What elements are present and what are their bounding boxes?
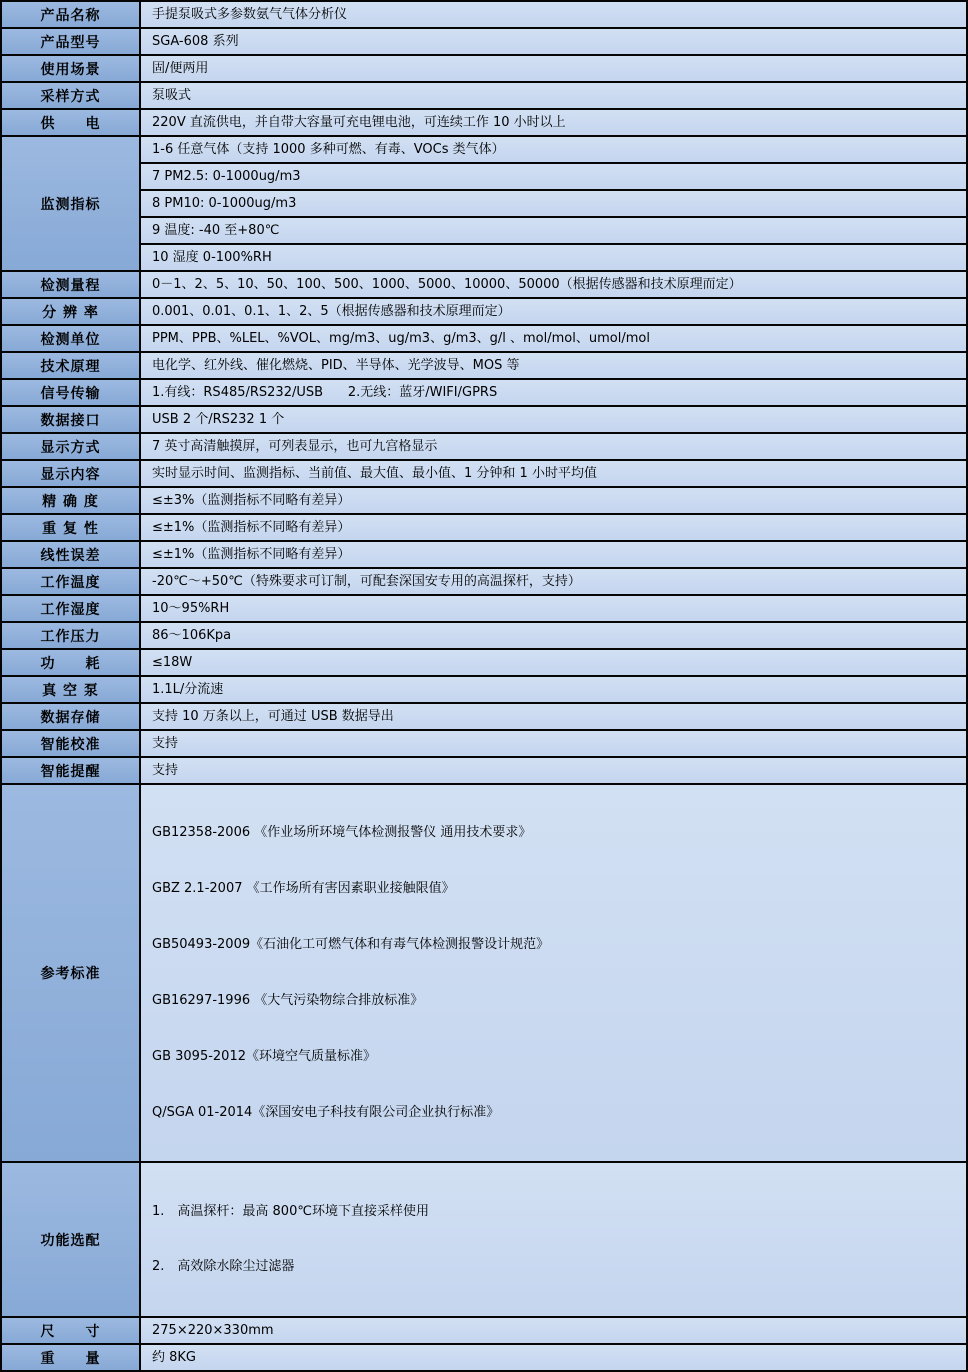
spec-value: 实时显示时间、监测指标、当前值、最大值、最小值、1 分钟和 1 小时平均值	[140, 460, 967, 487]
spec-label: 工作温度	[1, 568, 140, 595]
spec-label: 智能校准	[1, 730, 140, 757]
spec-value: 约 8KG	[140, 1344, 967, 1371]
row-data-storage	[1, 703, 967, 730]
spec-label: 数据存储	[1, 703, 140, 730]
row-monitoring-indicator-5	[1, 244, 967, 271]
row-monitoring-indicator-2	[1, 163, 967, 190]
row-monitoring-indicator-3	[1, 190, 967, 217]
row-monitoring-indicator-1	[1, 136, 967, 163]
row-working-pressure	[1, 622, 967, 649]
spec-value: ≤18W	[140, 649, 967, 676]
row-optional-features	[1, 1162, 967, 1317]
spec-label: 智能提醒	[1, 757, 140, 784]
spec-label: 显示方式	[1, 433, 140, 460]
spec-value: 手提泵吸式多参数氨气气体分析仪	[140, 1, 967, 28]
spec-value: PPM、PPB、%LEL、%VOL、mg/m3、ug/m3、g/m3、g/l 、mol/mol、umol/mol	[140, 325, 967, 352]
spec-value: ≤±3%（监测指标不同略有差异）	[140, 487, 967, 514]
spec-label: 供 电	[1, 109, 140, 136]
spec-value: 电化学、红外线、催化燃烧、PID、半导体、光学波导、MOS 等	[140, 352, 967, 379]
spec-label: 信号传输	[1, 379, 140, 406]
spec-label: 功能选配	[1, 1162, 140, 1317]
row-weight	[1, 1344, 967, 1371]
spec-value: 0－1、2、5、10、50、100、500、1000、5000、10000、50000（根据传感器和技术原理而定）	[140, 271, 967, 298]
row-data-interface	[1, 406, 967, 433]
spec-label: 尺 寸	[1, 1317, 140, 1344]
row-technical-principle	[1, 352, 967, 379]
spec-value: 1-6 任意气体（支持 1000 多种可燃、有毒、VOCs 类气体）	[140, 136, 967, 163]
spec-label: 使用场景	[1, 55, 140, 82]
row-repeatability	[1, 514, 967, 541]
spec-label: 重 量	[1, 1344, 140, 1371]
row-detection-unit	[1, 325, 967, 352]
spec-value: 支持	[140, 757, 967, 784]
spec-label: 工作压力	[1, 622, 140, 649]
reference-standard-line: GB 3095-2012《环境空气质量标准》	[152, 1048, 376, 1064]
row-display-content	[1, 460, 967, 487]
spec-value: SGA-608 系列	[140, 28, 967, 55]
reference-standard-line: GB12358-2006 《作业场所环境气体检测报警仪 通用技术要求》	[152, 825, 532, 841]
spec-value: 275×220×330mm	[140, 1317, 967, 1344]
row-usage-scenario	[1, 55, 967, 82]
spec-value: USB 2 个/RS232 1 个	[140, 406, 967, 433]
reference-standard-line: GBZ 2.1-2007 《工作场所有害因素职业接触限值》	[152, 880, 455, 896]
spec-label: 采样方式	[1, 82, 140, 109]
reference-standard-line: GB16297-1996 《大气污染物综合排放标准》	[152, 992, 424, 1008]
spec-label: 显示内容	[1, 460, 140, 487]
row-reference-standards	[1, 784, 967, 1162]
row-resolution	[1, 298, 967, 325]
row-vacuum-pump	[1, 676, 967, 703]
spec-label: 真 空 泵	[1, 676, 140, 703]
spec-value: 泵吸式	[140, 82, 967, 109]
spec-value: ≤±1%（监测指标不同略有差异）	[140, 541, 967, 568]
spec-value: -20℃～+50℃（特殊要求可订制，可配套深国安专用的高温探杆，支持）	[140, 568, 967, 595]
row-sampling-method	[1, 82, 967, 109]
spec-value: 9 温度: -40 至+80℃	[140, 217, 967, 244]
spec-label: 参考标准	[1, 784, 140, 1162]
spec-value: 7 英寸高清触摸屏，可列表显示，也可九宫格显示	[140, 433, 967, 460]
spec-label: 精 确 度	[1, 487, 140, 514]
row-signal-transmission	[1, 379, 967, 406]
spec-label: 产品名称	[1, 1, 140, 28]
spec-value: 220V 直流供电，并自带大容量可充电锂电池，可连续工作 10 小时以上	[140, 109, 967, 136]
spec-value: 8 PM10: 0-1000ug/m3	[140, 190, 967, 217]
row-smart-calibration	[1, 730, 967, 757]
spec-label: 分 辨 率	[1, 298, 140, 325]
spec-value: 1.1L/分流速	[140, 676, 967, 703]
spec-value: 支持	[140, 730, 967, 757]
row-detection-range	[1, 271, 967, 298]
row-working-temperature	[1, 568, 967, 595]
reference-standard-line: GB50493-2009《石油化工可燃气体和有毒气体检测报警设计规范》	[152, 936, 550, 952]
row-working-humidity	[1, 595, 967, 622]
spec-value: 1.有线：RS485/RS232/USB 2.无线：蓝牙/WIFI/GPRS	[140, 379, 967, 406]
row-product-model	[1, 28, 967, 55]
spec-label: 线性误差	[1, 541, 140, 568]
spec-value: ≤±1%（监测指标不同略有差异）	[140, 514, 967, 541]
spec-value: 7 PM2.5: 0-1000ug/m3	[140, 163, 967, 190]
optional-feature-line: 1. 高温探杆：最高 800℃环境下直接采样使用	[152, 1203, 429, 1219]
row-power-consumption	[1, 649, 967, 676]
row-monitoring-indicator-4	[1, 217, 967, 244]
row-product-name	[1, 1, 967, 28]
spec-label: 技术原理	[1, 352, 140, 379]
spec-label: 检测单位	[1, 325, 140, 352]
row-dimensions	[1, 1317, 967, 1344]
spec-label: 数据接口	[1, 406, 140, 433]
spec-label: 工作湿度	[1, 595, 140, 622]
row-display-mode	[1, 433, 967, 460]
row-accuracy	[1, 487, 967, 514]
spec-label: 检测量程	[1, 271, 140, 298]
spec-value: 10 湿度 0-100%RH	[140, 244, 967, 271]
row-linearity-error	[1, 541, 967, 568]
spec-value: 支持 10 万条以上，可通过 USB 数据导出	[140, 703, 967, 730]
optional-feature-line: 2. 高效除水除尘过滤器	[152, 1259, 295, 1275]
spec-label: 监测指标	[1, 136, 140, 271]
row-power-supply	[1, 109, 967, 136]
spec-value	[140, 784, 967, 1162]
spec-value: 固/便两用	[140, 55, 967, 82]
spec-value: 86～106Kpa	[140, 622, 967, 649]
spec-label: 产品型号	[1, 28, 140, 55]
spec-value: 0.001、0.01、0.1、1、2、5（根据传感器和技术原理而定）	[140, 298, 967, 325]
spec-label: 功 耗	[1, 649, 140, 676]
spec-value: 10～95%RH	[140, 595, 967, 622]
spec-label: 重 复 性	[1, 514, 140, 541]
row-smart-reminder	[1, 757, 967, 784]
reference-standard-line: Q/SGA 01-2014《深国安电子科技有限公司企业执行标准》	[152, 1104, 500, 1120]
spec-value	[140, 1162, 967, 1317]
